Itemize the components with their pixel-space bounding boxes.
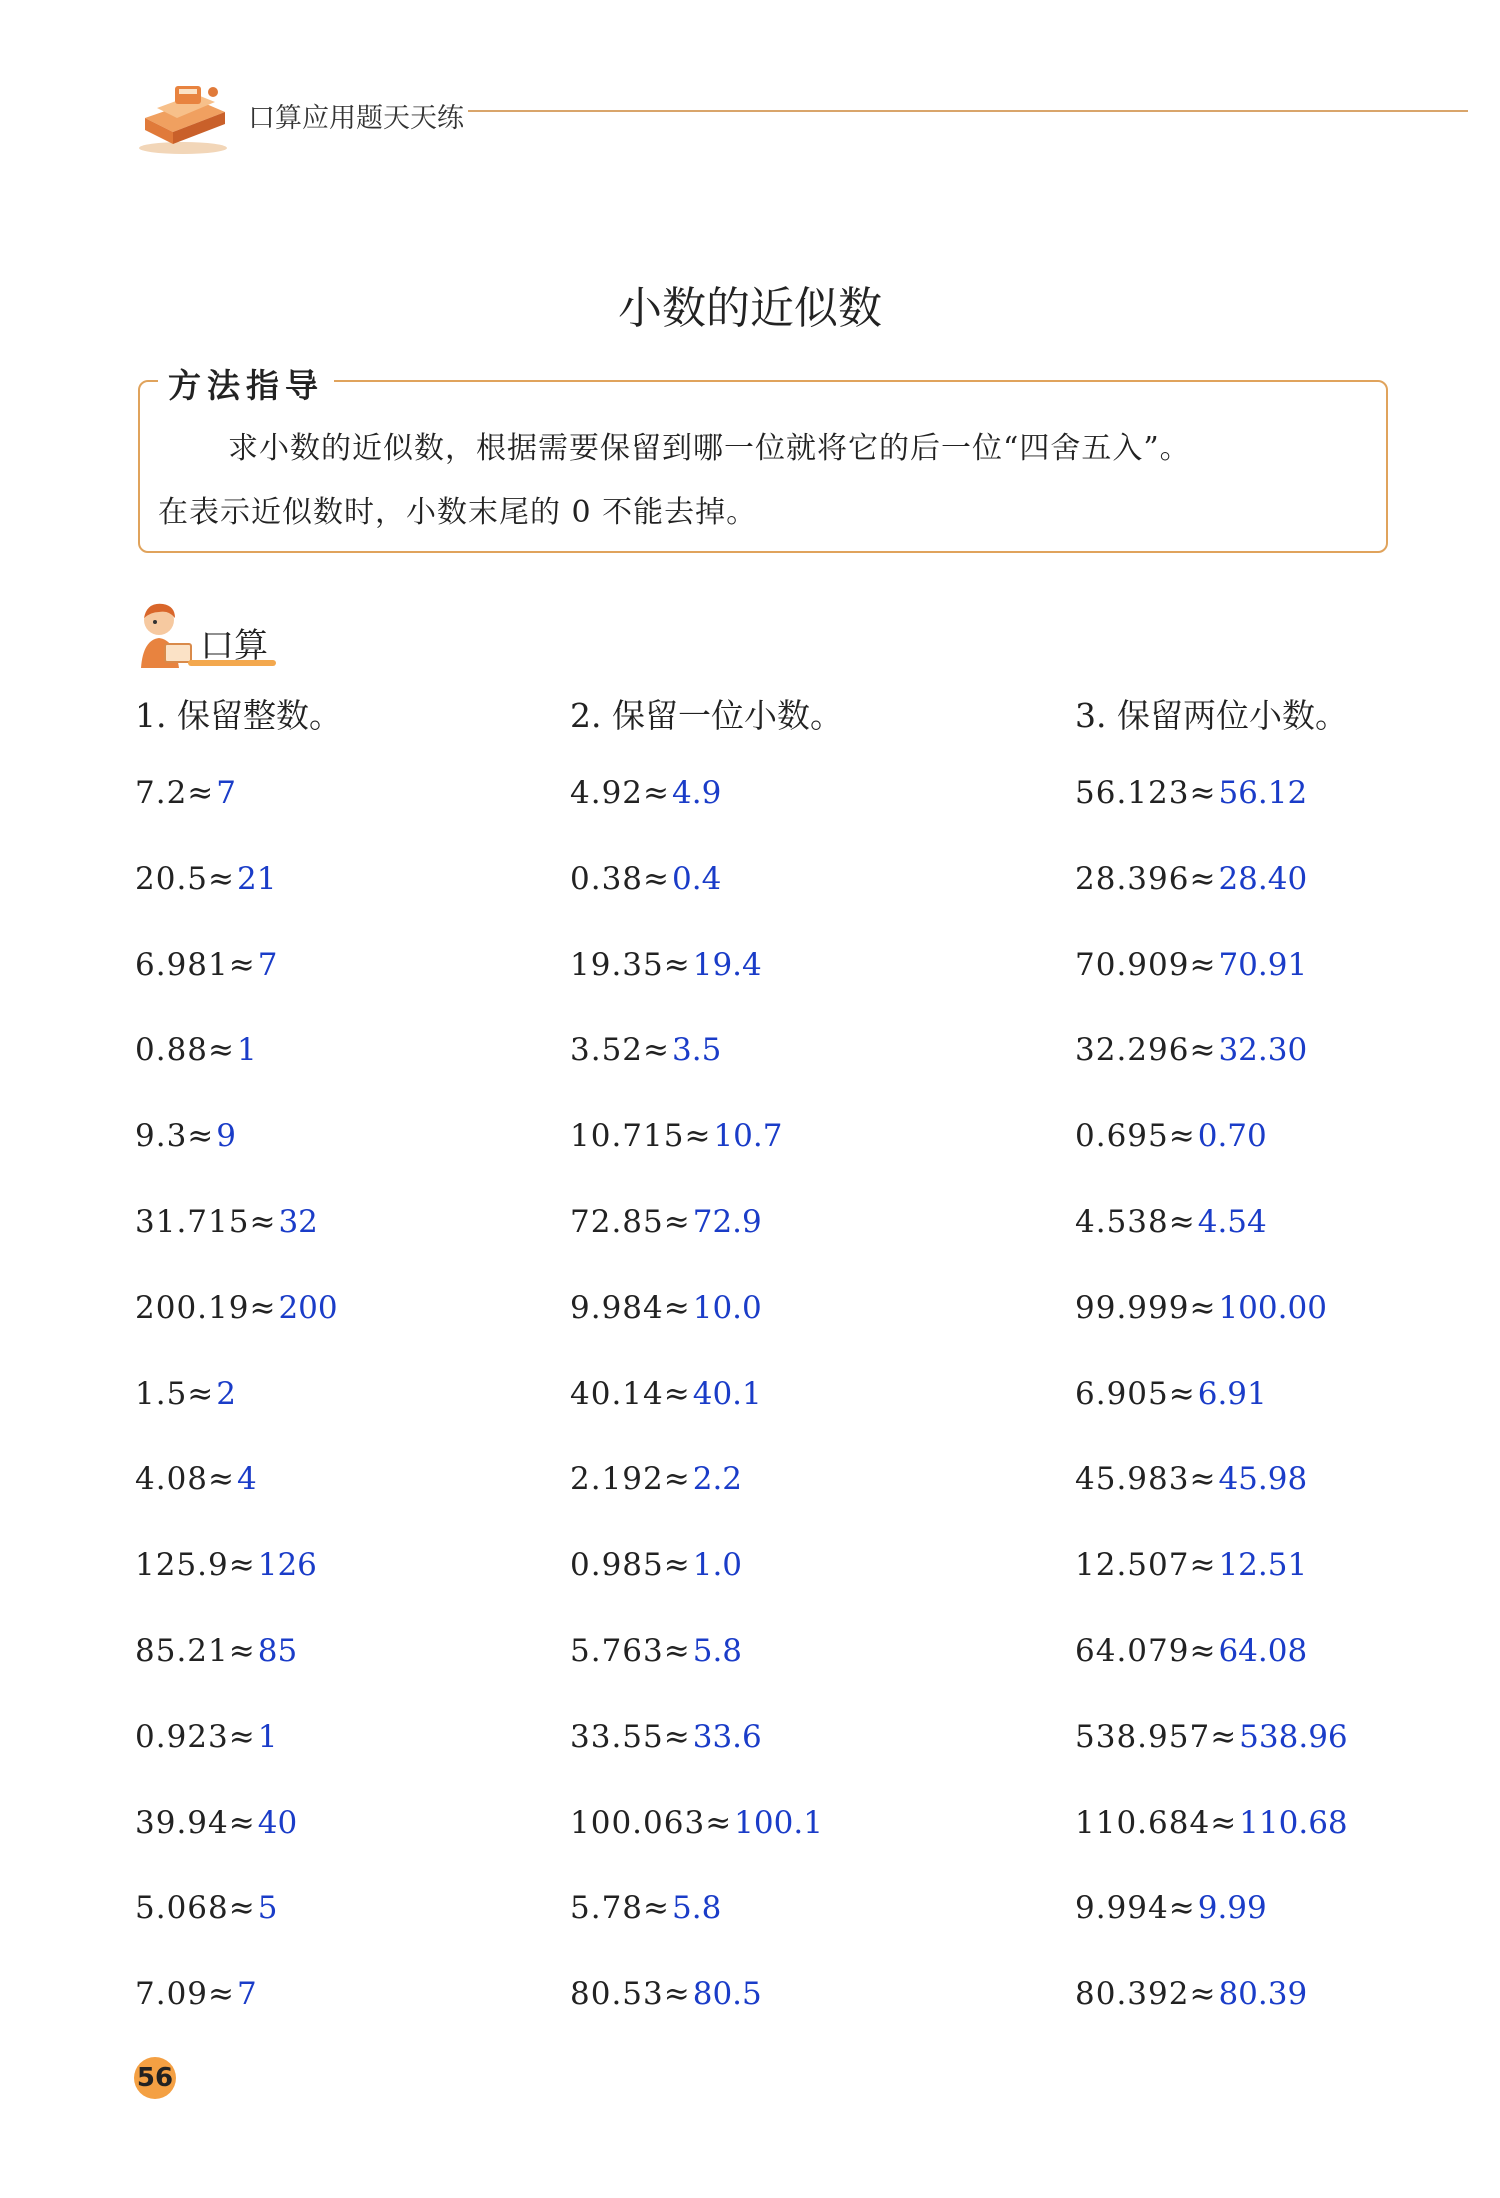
problem-question: 538.957≈ [1075,1719,1238,1755]
problem-question: 19.35≈ [570,947,691,983]
problem-row [135,775,236,811]
problem-question: 70.909≈ [1075,947,1217,983]
problem-question: 6.981≈ [135,947,256,983]
problem-question: 7.2≈ [135,775,215,811]
problem-answer: 12.51 [1218,1547,1308,1583]
problem-row [570,1118,782,1154]
problem-question: 0.985≈ [570,1547,691,1583]
problem-question: 12.507≈ [1075,1547,1217,1583]
problem-row [570,1719,762,1755]
problem-row [135,1547,317,1583]
problem-answer: 110.68 [1239,1805,1348,1841]
problem-question: 32.296≈ [1075,1032,1217,1068]
problem-question: 100.063≈ [570,1805,733,1841]
header-title: 口算应用题天天练 [248,103,464,134]
problem-answer: 10.7 [713,1118,783,1154]
section-label: 口算 [200,626,268,666]
problem-row [1075,1547,1307,1583]
problem-answer: 5.8 [692,1633,743,1669]
problem-question: 56.123≈ [1075,775,1217,811]
problem-row [570,1204,762,1240]
problem-row [135,947,277,983]
method-guide-text-line-1: 求小数的近似数，根据需要保留到哪一位就将它的后一位“四舍五入”。 [228,431,1191,466]
problem-answer: 2 [216,1376,237,1412]
page-number: 56 [134,2057,176,2099]
problem-question: 28.396≈ [1075,861,1217,897]
problem-row [1075,1633,1307,1669]
problem-answer: 40.1 [692,1376,762,1412]
problem-row [135,1805,297,1841]
problem-row [135,1976,257,2012]
problem-answer: 19.4 [692,947,762,983]
problem-row [570,1976,762,2012]
problem-answer: 40 [257,1805,298,1841]
problem-row [135,1204,318,1240]
problem-answer: 64.08 [1218,1633,1308,1669]
problem-answer: 32 [278,1204,318,1240]
problem-question: 80.392≈ [1075,1976,1217,2012]
problem-question: 9.984≈ [570,1290,691,1326]
problem-answer: 33.6 [692,1719,762,1755]
problem-row [1075,861,1307,897]
problem-answer: 9 [216,1118,237,1154]
problem-question: 72.85≈ [570,1204,691,1240]
problem-question: 85.21≈ [135,1633,256,1669]
problem-question: 45.983≈ [1075,1461,1217,1497]
problem-row [135,1890,277,1926]
problem-question: 3.52≈ [570,1032,670,1068]
problem-question: 10.715≈ [570,1118,712,1154]
problem-row [1075,1290,1327,1326]
problem-question: 0.38≈ [570,861,670,897]
problem-answer: 1.0 [692,1547,743,1583]
problem-answer: 5.8 [672,1890,722,1926]
problem-row [135,1719,277,1755]
problem-answer: 1 [257,1719,278,1755]
problem-row [1075,1719,1348,1755]
problem-answer: 3.5 [672,1032,722,1068]
problem-row [135,1461,257,1497]
problem-row [1075,1204,1267,1240]
problem-question: 40.14≈ [570,1376,691,1412]
column-heading-2: 2. 保留一位小数。 [570,696,843,735]
problem-question: 33.55≈ [570,1719,691,1755]
problem-row [1075,1032,1307,1068]
method-guide-label: 方法指导 [158,360,334,407]
problem-question: 31.715≈ [135,1204,277,1240]
problem-question: 0.88≈ [135,1032,235,1068]
problem-row [1075,1376,1267,1412]
problem-answer: 100.00 [1218,1290,1327,1326]
problem-answer: 6.91 [1197,1376,1267,1412]
problem-answer: 45.98 [1218,1461,1308,1497]
problem-answer: 4 [237,1461,257,1497]
column-heading-3: 3. 保留两位小数。 [1075,696,1348,735]
column-heading-1: 1. 保留整数。 [135,696,342,735]
problem-row [570,1290,762,1326]
problem-row [135,1376,236,1412]
problem-question: 0.923≈ [135,1719,256,1755]
problem-answer: 5 [257,1890,278,1926]
problem-question: 9.3≈ [135,1118,215,1154]
problem-row [135,1118,236,1154]
problem-row [135,1633,297,1669]
problem-question: 5.763≈ [570,1633,691,1669]
problem-row [1075,1890,1267,1926]
problem-answer: 80.5 [692,1976,762,2012]
problem-answer: 4.9 [672,775,722,811]
problem-answer: 4.54 [1197,1204,1267,1240]
problem-answer: 21 [237,861,277,897]
problem-question: 7.09≈ [135,1976,235,2012]
problem-answer: 7 [216,775,237,811]
problem-answer: 200 [278,1290,338,1326]
problem-answer: 2.2 [692,1461,743,1497]
problem-question: 39.94≈ [135,1805,256,1841]
student-reading-icon [135,598,197,670]
problem-question: 4.08≈ [135,1461,235,1497]
problem-answer: 28.40 [1218,861,1308,897]
problem-question: 6.905≈ [1075,1376,1196,1412]
problem-row [570,861,721,897]
problem-question: 0.695≈ [1075,1118,1196,1154]
problem-question: 125.9≈ [135,1547,256,1583]
problem-row [570,1805,823,1841]
problem-row [570,1032,721,1068]
problem-answer: 538.96 [1239,1719,1348,1755]
problem-question: 99.999≈ [1075,1290,1217,1326]
problem-row [570,1376,762,1412]
problem-answer: 72.9 [692,1204,762,1240]
problem-question: 64.079≈ [1075,1633,1217,1669]
problem-answer: 7 [237,1976,257,2012]
problem-row [1075,947,1307,983]
problem-question: 1.5≈ [135,1376,215,1412]
problem-answer: 85 [257,1633,298,1669]
problem-row [1075,775,1307,811]
problem-question: 5.068≈ [135,1890,256,1926]
problem-question: 80.53≈ [570,1976,691,2012]
problem-row [135,861,276,897]
problem-row [1075,1461,1307,1497]
problem-row [1075,1805,1348,1841]
problem-answer: 9.99 [1197,1890,1267,1926]
book-stack-logo-icon [135,78,231,156]
problem-row [570,947,762,983]
problem-row [570,1633,742,1669]
problem-question: 4.538≈ [1075,1204,1196,1240]
problem-row [570,775,721,811]
problem-answer: 100.1 [734,1805,823,1841]
problem-answer: 32.30 [1218,1032,1308,1068]
problem-row [1075,1976,1307,2012]
problem-question: 4.92≈ [570,775,670,811]
problem-row [1075,1118,1267,1154]
problem-answer: 126 [257,1547,317,1583]
page-title: 小数的近似数 [618,283,882,334]
problem-answer: 7 [257,947,278,983]
header-divider [468,110,1468,112]
method-guide-text-line-2: 在表示近似数时，小数末尾的 0 不能去掉。 [158,495,758,530]
problem-row [135,1290,338,1326]
problem-answer: 1 [237,1032,257,1068]
problem-answer: 80.39 [1218,1976,1308,2012]
problem-answer: 70.91 [1218,947,1308,983]
problem-question: 200.19≈ [135,1290,277,1326]
problem-question: 2.192≈ [570,1461,691,1497]
problem-answer: 0.70 [1197,1118,1267,1154]
problem-question: 110.684≈ [1075,1805,1238,1841]
problem-answer: 10.0 [692,1290,762,1326]
problem-row [135,1032,257,1068]
problem-answer: 0.4 [672,861,722,897]
problem-answer: 56.12 [1218,775,1308,811]
problem-row [570,1461,742,1497]
problem-question: 20.5≈ [135,861,235,897]
problem-question: 9.994≈ [1075,1890,1196,1926]
problem-row [570,1890,721,1926]
problem-question: 5.78≈ [570,1890,670,1926]
problem-row [570,1547,742,1583]
